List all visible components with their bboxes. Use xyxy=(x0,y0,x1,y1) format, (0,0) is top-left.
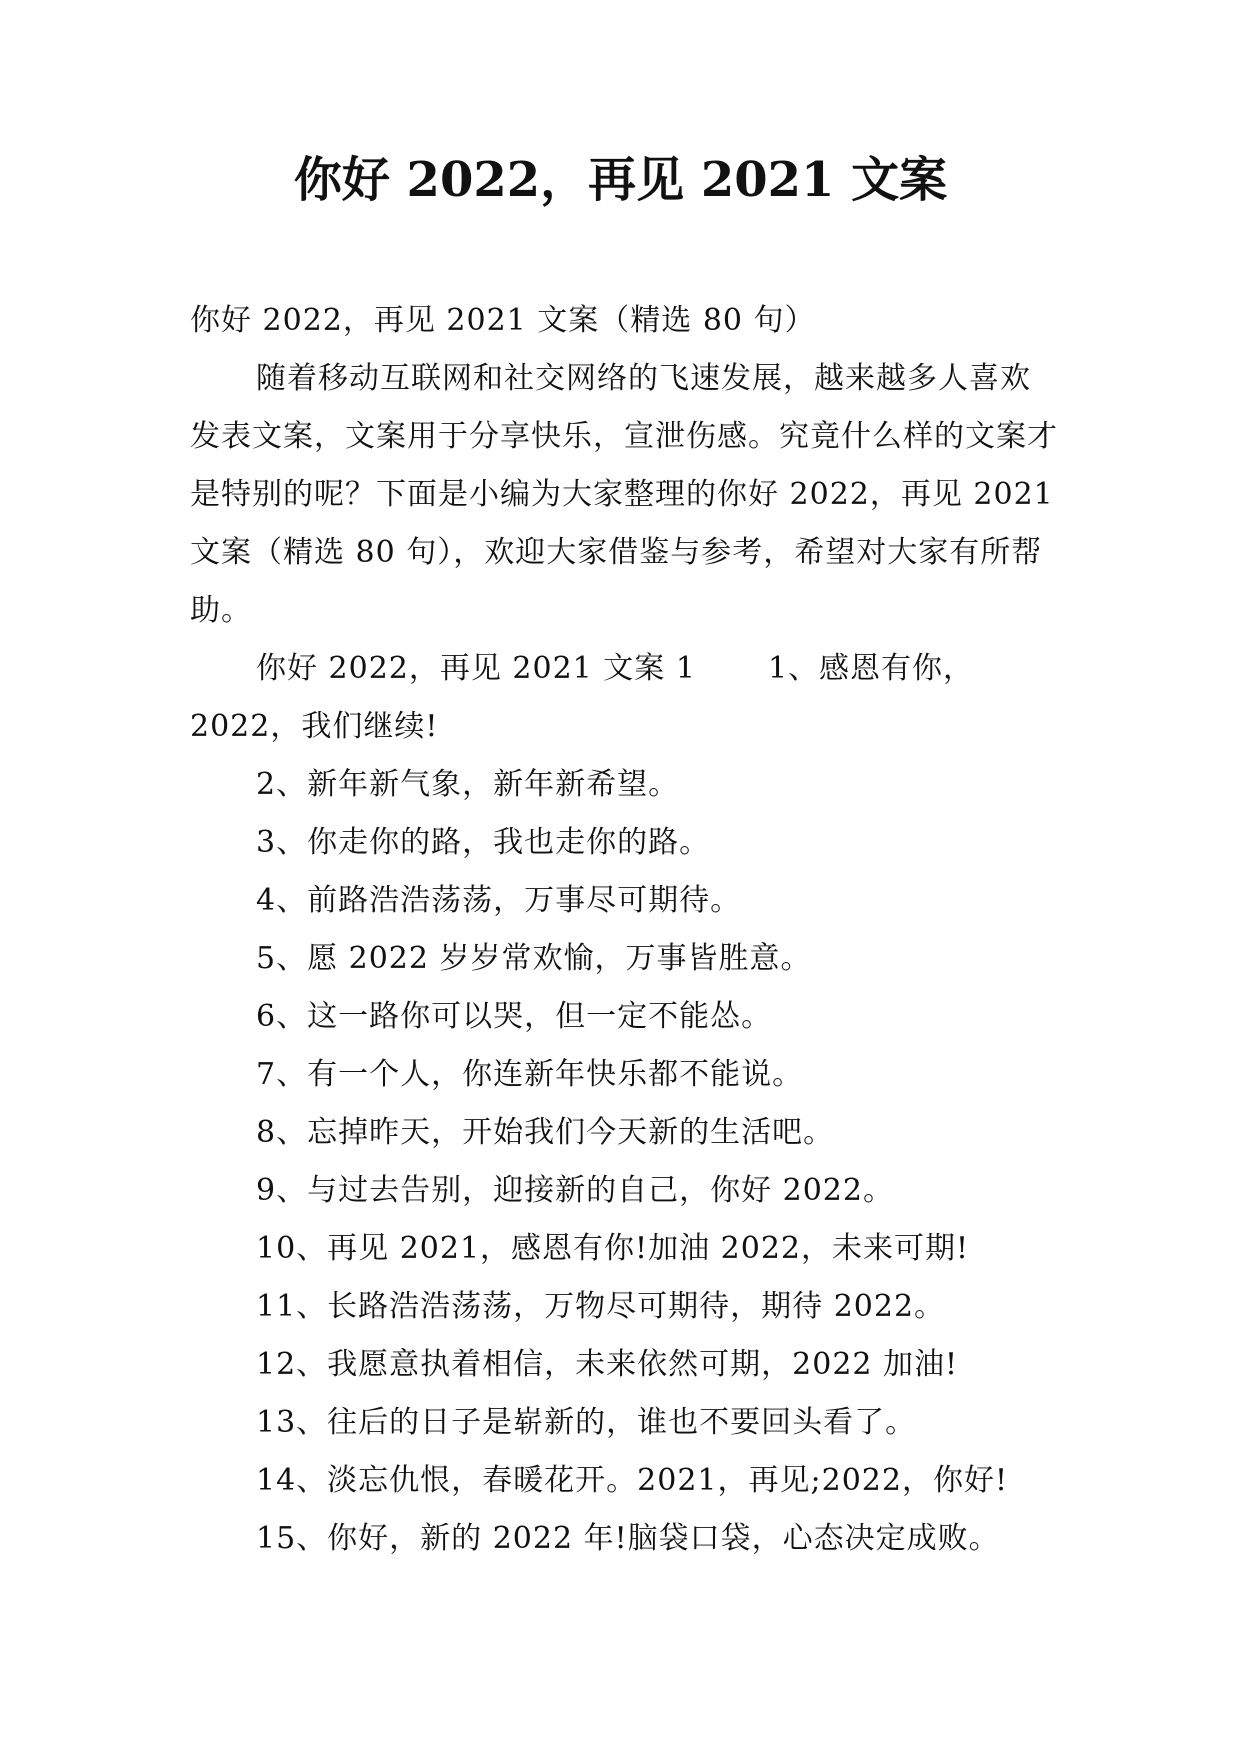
list-item: 8、忘掉昨天，开始我们今天新的生活吧。 xyxy=(256,1115,835,1150)
intro-paragraph: 随着移动互联网和社交网络的飞速发展，越来越多人喜欢发表文案，文案用于分享快乐，宣泄伤感。究竟什么样的文案才是特别的呢？下面是小编为大家整理的你好 2022，再见 2021 文案（精选 80 句），欢迎大家借鉴与参考，希望对大家有所帮助。 xyxy=(190,361,1058,628)
list-item: 5、愿 2022 岁岁常欢愉，万事皆胜意。 xyxy=(256,941,812,976)
list-item: 7、有一个人，你连新年快乐都不能说。 xyxy=(256,1057,804,1092)
list-item: 2、新年新气象，新年新希望。 xyxy=(256,767,680,802)
list-item: 6、这一路你可以哭，但一定不能怂。 xyxy=(256,999,773,1034)
list-item: 15、你好，新的 2022 年!脑袋口袋，心态决定成败。 xyxy=(256,1521,1000,1556)
list-item: 12、我愿意执着相信，未来依然可期，2022 加油! xyxy=(256,1347,959,1382)
list-item: 14、淡忘仇恨，春暖花开。2021，再见;2022，你好! xyxy=(256,1463,1009,1498)
document-body xyxy=(190,292,1060,1568)
list-item: 4、前路浩浩荡荡，万事尽可期待。 xyxy=(256,883,742,918)
section-heading: 你好 2022，再见 2021 文案 1 xyxy=(256,651,696,686)
list-item: 3、你走你的路，我也走你的路。 xyxy=(256,825,711,860)
list-item: 9、与过去告别，迎接新的自己，你好 2022。 xyxy=(256,1173,894,1208)
document-title: 你好 2022，再见 2021 文案 xyxy=(293,152,948,208)
document-subtitle: 你好 2022，再见 2021 文案（精选 80 句） xyxy=(190,303,816,338)
section-paragraph xyxy=(190,640,1060,756)
first-item: 1、感恩有你，2022，我们继续! xyxy=(190,651,975,744)
list-item: 10、再见 2021，感恩有你!加油 2022，未来可期! xyxy=(256,1231,970,1266)
list-item: 13、往后的日子是崭新的，谁也不要回头看了。 xyxy=(256,1405,917,1440)
list-item: 11、长路浩浩荡荡，万物尽可期待，期待 2022。 xyxy=(256,1289,946,1324)
